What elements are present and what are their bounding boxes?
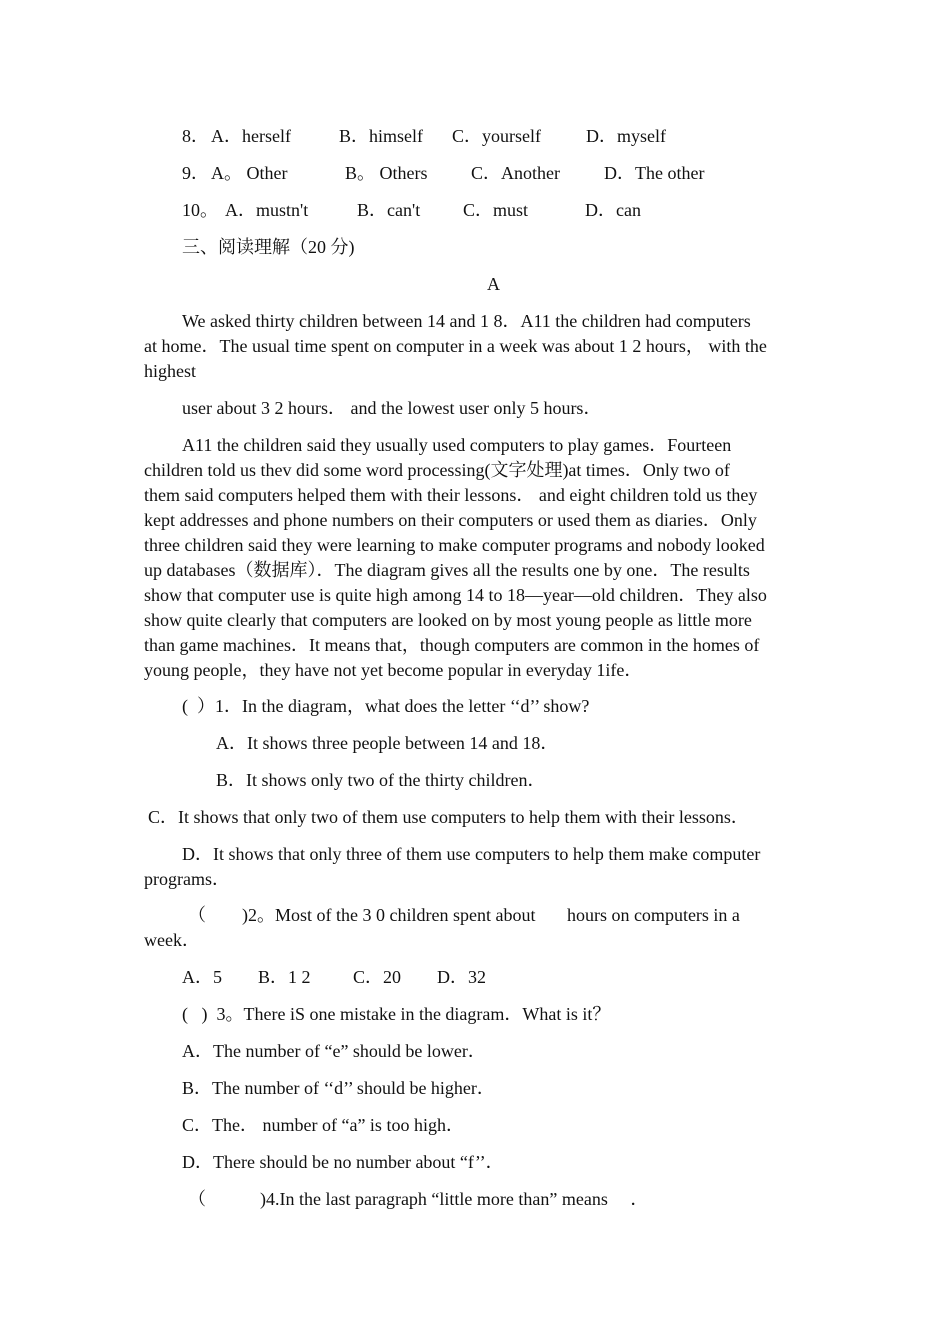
text-line: highest (144, 361, 196, 381)
option-a: A．5 (182, 967, 222, 987)
option-c: C．It shows that only two of them use computers to help them with their lessons． (148, 807, 749, 827)
option-d: D．It shows that only three of them use computers to help them make computer (182, 844, 761, 864)
question-stem: （ )4.In the last paragraph “little more than” means ． (188, 1189, 649, 1209)
text-line: them said computers helped them with their lessons． and eight children told us they (144, 485, 758, 505)
question-number: 9． (182, 163, 209, 183)
option-a: A．The number of “e” should be lower． (182, 1041, 486, 1061)
option-d: D．32 (437, 967, 486, 987)
option-b: B。 Others (345, 163, 428, 183)
passage-label: A (487, 274, 500, 294)
option-b: B．The number of ‘‘d’’ should be higher． (182, 1078, 495, 1098)
question-number: 10。 (182, 200, 218, 220)
text-line: young people，they have not yet become popular in everyday 1ife． (144, 660, 643, 680)
option-a: A。 Other (211, 163, 288, 183)
option-d: D．myself (586, 126, 666, 146)
option-b: B．1 2 (258, 967, 311, 987)
option-d: D．The other (604, 163, 705, 183)
option-a: A．mustn't (225, 200, 309, 220)
text-line: show that computer use is quite high among 14 to 18—year—old children．They also (144, 585, 767, 605)
option-b: B．can't (357, 200, 421, 220)
text-line: at home．The usual time spent on computer in a week was about 1 2 hours， with the (144, 336, 767, 356)
option-d: D．There should be no number about “f’’． (182, 1152, 504, 1172)
section-heading: 三、阅读理解（20 分) (182, 237, 355, 257)
text-line: three children said they were learning to make computer programs and nobody looked (144, 535, 765, 555)
text-line: kept addresses and phone numbers on their computers or used them as diaries．Only (144, 510, 757, 530)
option-a: A．herself (211, 126, 291, 146)
option-b: B．himself (339, 126, 423, 146)
question-stem: ( ）1．In the diagram，what does the letter ‘‘d’’ show? (182, 696, 590, 716)
question-stem: ( ) 3。There iS one mistake in the diagram．What is it？ (182, 1004, 611, 1024)
text-line: than game machines．It means that，though computers are common in the homes of (144, 635, 760, 655)
text-line: user about 3 2 hours． and the lowest user only 5 hours． (182, 398, 602, 418)
question-number: 8． (182, 126, 209, 146)
option-c: C．Another (471, 163, 560, 183)
option-c: C．yourself (452, 126, 541, 146)
text-line: We asked thirty children between 14 and 1 8．A11 the children had computers (182, 311, 751, 331)
text-line: up databases（数据库）．The diagram gives all the results one by one．The results (144, 560, 750, 580)
option-c: C．The． number of “a” is too high． (182, 1115, 464, 1135)
option-c: C．20 (353, 967, 402, 987)
option-d: D．can (585, 200, 641, 220)
question-stem-continued: week． (144, 930, 200, 950)
question-stem: （ )2。Most of the 3 0 children spent about hours on computers in a (188, 905, 740, 925)
text-line: children told us thev did some word processing(文字处理)at times．Only two of (144, 460, 730, 480)
option-a: A．It shows three people between 14 and 18． (216, 733, 559, 753)
text-line: show quite clearly that computers are looked on by most young people as little more (144, 610, 752, 630)
option-d-continued: programs． (144, 869, 230, 889)
option-b: B．It shows only two of the thirty children． (216, 770, 546, 790)
text-line: A11 the children said they usually used computers to play games．Fourteen (182, 435, 732, 455)
option-c: C．must (463, 200, 529, 220)
